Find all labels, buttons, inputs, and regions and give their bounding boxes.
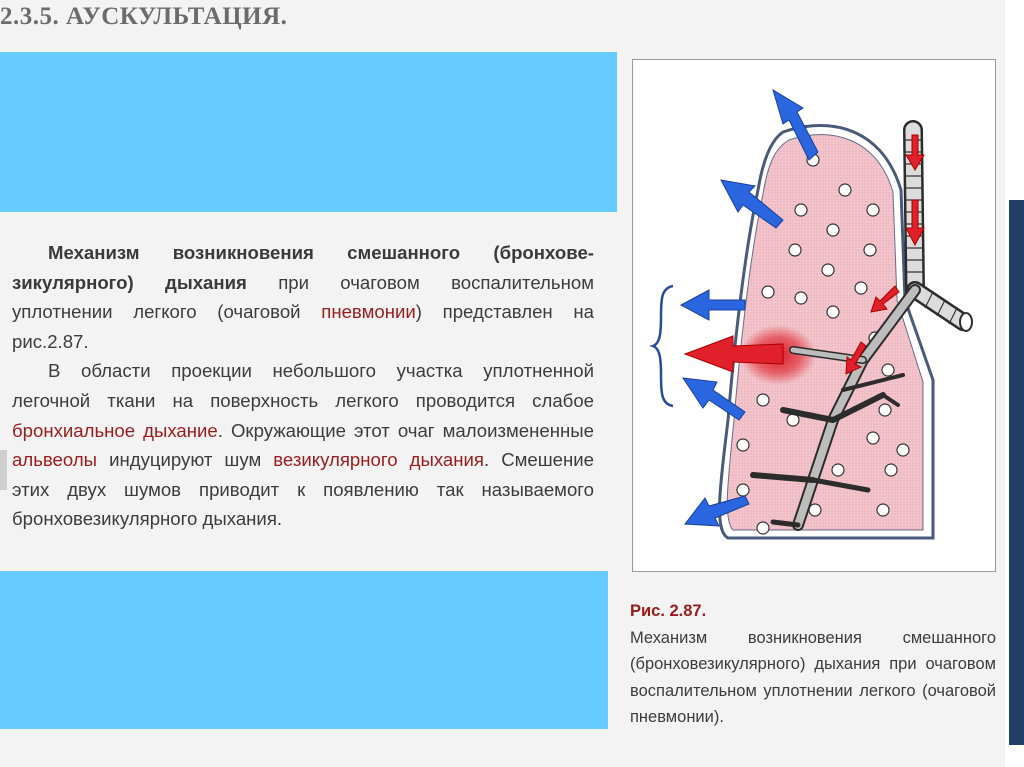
paragraph-1-text-2: ) представлен на рис.2.87. xyxy=(12,301,595,352)
right-frame-dark-bar xyxy=(1009,200,1024,745)
paragraph-2-text-1: В области проекции небольшого участка уплотненной легочной ткани на поверхность легкого проводится слабое xyxy=(12,360,594,411)
paragraph-2-text-2: . Окружающие этот очаг малоизмененные xyxy=(217,419,594,441)
blue-block-top xyxy=(0,52,617,212)
body-text xyxy=(12,238,594,534)
paragraph-2-text-4: . Смешение этих двух шумов приводит к появлению так называемого бронховезикулярного дыхания. xyxy=(12,449,595,530)
caption-number: Рис. 2.87. xyxy=(630,602,707,620)
paragraph-2-text-3: индуцируют шум xyxy=(97,449,274,471)
caption-text: Механизм возникновения смешанного (бронховезикулярного) дыхания при очаговом воспалительном уплотнении легкого (очаговой пневмонии). xyxy=(630,628,996,726)
paragraph-1-text-1: при очаговом воспалительном уплотнении легкого (очаговой xyxy=(12,271,594,323)
right-frame-strip xyxy=(1005,0,1024,767)
term-bronchial-breathing: бронхиальное дыхание xyxy=(12,419,218,441)
blue-arrow-middle xyxy=(681,290,745,320)
section-title: 2.3.5. АУСКУЛЬТАЦИЯ. xyxy=(0,3,288,30)
figure-caption xyxy=(630,598,996,731)
bracket-brace xyxy=(653,286,673,406)
bold-term: Механизм возникновения смешанного (бронховезикулярного) дыхания xyxy=(12,242,594,293)
bronchus-opening xyxy=(960,313,972,331)
term-alveoli: альвеолы xyxy=(12,449,98,471)
paragraph-1 xyxy=(12,238,594,356)
lung-illustration xyxy=(633,60,995,571)
blue-block-bottom xyxy=(0,571,608,729)
paragraph-2 xyxy=(12,356,594,534)
term-vesicular-breathing: везикулярного дыхания xyxy=(273,449,484,471)
left-edge-mark xyxy=(0,450,7,490)
lung-figure xyxy=(632,59,996,572)
term-pneumonia: пневмонии xyxy=(321,301,416,323)
